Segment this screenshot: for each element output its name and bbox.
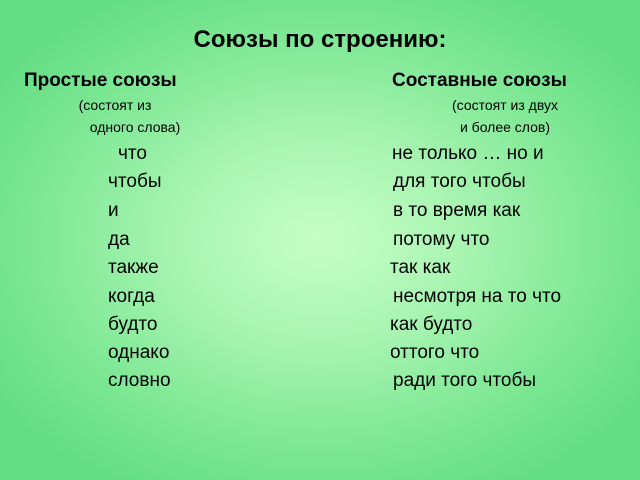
compound-item: потому что (393, 229, 490, 250)
compound-item: в то время как (393, 200, 521, 221)
simple-item: да (108, 229, 130, 250)
simple-note-line1: (состоят из (78, 97, 152, 113)
compound-note-line2: и более слов) (459, 119, 551, 135)
compound-item: как будто (390, 314, 473, 335)
simple-item: также (108, 257, 159, 278)
compound-item: не только … но и (392, 143, 544, 164)
compound-item: для того чтобы (393, 171, 526, 192)
simple-item: и (108, 200, 119, 221)
simple-item: что (118, 143, 147, 164)
simple-item: однако (108, 342, 170, 363)
simple-item: когда (108, 286, 155, 307)
simple-item: будто (108, 314, 158, 335)
compound-note-line1: (состоят из двух (452, 97, 558, 113)
compound-item: оттого что (390, 342, 480, 363)
compound-item: так как (390, 257, 451, 278)
compound-item: несмотря на то что (393, 286, 562, 307)
compound-heading: Составные союзы (392, 70, 567, 91)
simple-item: словно (108, 370, 171, 391)
slide-title: Союзы по строению: (193, 26, 447, 53)
simple-note-line2: одного слова) (89, 119, 181, 135)
simple-item: чтобы (108, 171, 162, 192)
simple-heading: Простые союзы (24, 70, 177, 91)
compound-item: ради того чтобы (393, 370, 537, 391)
